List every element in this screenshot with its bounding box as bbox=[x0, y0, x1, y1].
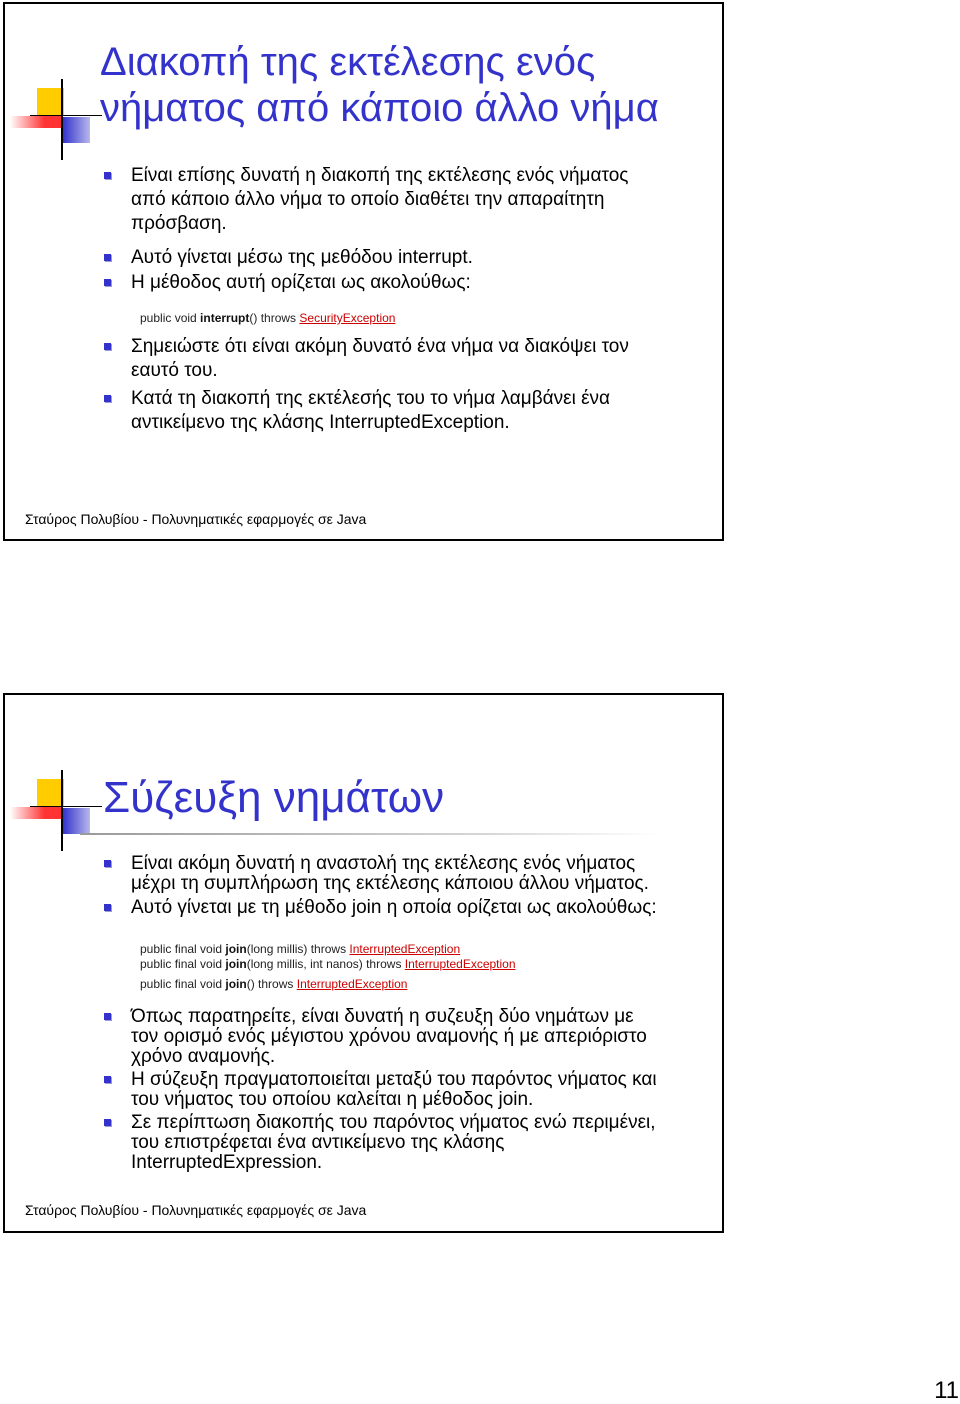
bullet-text-line: αντικείμενο της κλάσης InterruptedException. bbox=[131, 412, 510, 433]
bullet-marker bbox=[104, 395, 111, 402]
method-name: join bbox=[225, 942, 247, 956]
bullet-text-line: Είναι ακόμη δυνατή η αναστολή της εκτέλεσης ενός νήματος bbox=[131, 853, 636, 874]
bullet-marker bbox=[104, 1013, 111, 1020]
slide-join bbox=[3, 693, 724, 1233]
bullet-text-line: πρόσβαση. bbox=[131, 213, 227, 234]
exception-link[interactable]: SecurityException bbox=[299, 311, 396, 325]
bullet-item bbox=[131, 164, 628, 236]
method-name: join bbox=[225, 977, 247, 991]
method-signature bbox=[140, 311, 395, 326]
slide-interrupt bbox=[3, 2, 724, 541]
bullet-text-line: του νήματος του οποίου καλείται η μέθοδος join. bbox=[131, 1089, 534, 1110]
bullet-text-line: Αυτό γίνεται μέσω της μεθόδου interrupt. bbox=[131, 247, 473, 268]
signature-modifiers: public final void bbox=[140, 977, 226, 991]
signature-params: () throws bbox=[249, 311, 300, 325]
exception-link[interactable]: InterruptedException bbox=[404, 957, 516, 971]
red-accent-bar bbox=[10, 116, 63, 128]
bullet-text-line: Η σύζευξη πραγματοποιείται μεταξύ του παρόντος νήματος και bbox=[131, 1069, 657, 1090]
bullet-text-line: τον ορισμό ενός μέγιστου χρόνου αναμονής ή με απεριόριστο bbox=[131, 1026, 647, 1047]
bullet-marker bbox=[104, 1076, 111, 1083]
bullet-item bbox=[131, 335, 629, 383]
slide-title bbox=[103, 773, 444, 823]
bullet-text-line: χρόνο αναμονής. bbox=[131, 1046, 276, 1067]
page-number: 11 bbox=[934, 1377, 959, 1404]
horizontal-accent-rule bbox=[30, 115, 102, 116]
bullet-marker bbox=[104, 904, 111, 911]
bullet-text-line: μέχρι τη συμπλήρωση της εκτέλεσης κάποιου άλλου νήματος. bbox=[131, 873, 649, 894]
bullet-text-line: από κάποιο άλλο νήμα το οποίο διαθέτει την απαραίτητη bbox=[131, 189, 605, 210]
signature-params: (long millis, int nanos) throws bbox=[246, 957, 405, 971]
slide-title bbox=[100, 39, 659, 131]
bullet-item bbox=[131, 1070, 657, 1110]
signature-modifiers: public void bbox=[140, 311, 201, 325]
title-underline-rule bbox=[80, 833, 660, 835]
bullet-text-line: Είναι επίσης δυνατή η διακοπή της εκτέλεσης ενός νήματος bbox=[131, 165, 629, 186]
slide-footer: Σταύρος Πολυβίου - Πολυνηματικές εφαρμογές σε Java bbox=[25, 511, 367, 527]
method-name: interrupt bbox=[200, 311, 250, 325]
bullet-text-line: Η μέθοδος αυτή ορίζεται ως ακολούθως: bbox=[131, 272, 471, 293]
bullet-marker bbox=[104, 172, 111, 179]
slide-footer: Σταύρος Πολυβίου - Πολυνηματικές εφαρμογές σε Java bbox=[25, 1202, 367, 1218]
bullet-text-line: Σημειώστε ότι είναι ακόμη δυνατό ένα νήμα να διακόψει τον bbox=[131, 336, 629, 357]
method-signature bbox=[140, 957, 516, 972]
bullet-text-line: του επιστρέφεται ένα αντικείμενο της κλάσης bbox=[131, 1132, 505, 1153]
bullet-text-line: Αυτό γίνεται με τη μέθοδο join η οποία ορίζεται ως ακολούθως: bbox=[131, 897, 657, 918]
bullet-item bbox=[131, 1113, 656, 1173]
vertical-accent-rule bbox=[61, 770, 63, 851]
bullet-text-line: εαυτό του. bbox=[131, 360, 218, 381]
bullet-marker bbox=[104, 1119, 111, 1126]
bullet-marker bbox=[104, 279, 111, 286]
blue-accent-square bbox=[63, 808, 90, 834]
bullet-text-line: InterruptedExpression. bbox=[131, 1152, 323, 1173]
yellow-accent-square bbox=[37, 88, 64, 115]
bullet-item bbox=[131, 387, 610, 435]
slide-title-line: Διακοπή της εκτέλεσης ενός bbox=[100, 40, 596, 84]
bullet-item bbox=[131, 898, 657, 918]
exception-link[interactable]: InterruptedException bbox=[296, 977, 408, 991]
exception-link[interactable]: InterruptedException bbox=[349, 942, 461, 956]
blue-accent-square bbox=[63, 117, 90, 143]
bullet-item bbox=[131, 854, 649, 894]
method-signature bbox=[140, 942, 460, 957]
bullet-marker bbox=[104, 860, 111, 867]
bullet-text-line: Σε περίπτωση διακοπής του παρόντος νήματος ενώ περιμένει, bbox=[131, 1112, 656, 1133]
signature-params: () throws bbox=[246, 977, 297, 991]
signature-modifiers: public final void bbox=[140, 942, 226, 956]
horizontal-accent-rule bbox=[30, 806, 102, 807]
vertical-accent-rule bbox=[61, 79, 63, 160]
bullet-item bbox=[131, 246, 473, 270]
yellow-accent-square bbox=[37, 779, 64, 806]
red-accent-bar bbox=[10, 807, 63, 819]
bullet-text-line: Όπως παρατηρείτε, είναι δυνατή η συζευξη δύο νημάτων με bbox=[131, 1006, 634, 1027]
bullet-item bbox=[131, 271, 471, 295]
bullet-text-line: Κατά τη διακοπή της εκτέλεσής του το νήμα λαμβάνει ένα bbox=[131, 388, 611, 409]
bullet-marker bbox=[104, 343, 111, 350]
bullet-item bbox=[131, 1007, 647, 1067]
bullet-marker bbox=[104, 254, 111, 261]
method-signature bbox=[140, 977, 407, 992]
method-name: join bbox=[225, 957, 247, 971]
signature-params: (long millis) throws bbox=[246, 942, 350, 956]
slide-title-line: Σύζευξη νημάτων bbox=[103, 773, 445, 822]
slide-title-line: νήματος από κάποιο άλλο νήμα bbox=[100, 86, 659, 130]
signature-modifiers: public final void bbox=[140, 957, 226, 971]
